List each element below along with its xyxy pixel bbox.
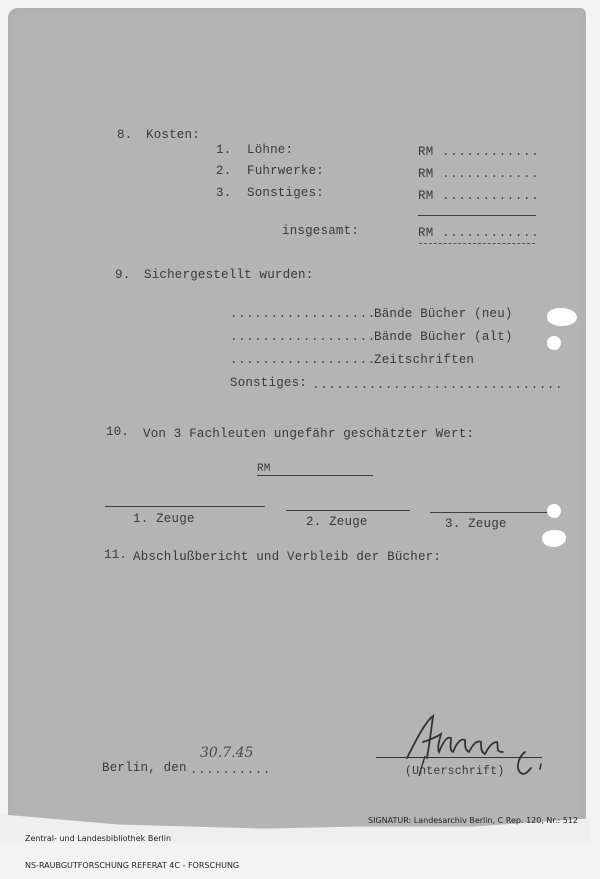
- estimate-value-line: [257, 475, 373, 476]
- signature-label: (Unterschrift): [405, 765, 505, 778]
- witness-1-signature-line: [105, 506, 265, 507]
- secured-periodicals-dots: ..................: [230, 353, 376, 367]
- section-8-title: Kosten:: [146, 128, 200, 142]
- cost-item-3-currency: RM: [418, 189, 434, 203]
- cost-item-1-value: ............: [442, 145, 540, 159]
- section-11-title: Abschlußbericht und Verbleib der Bücher:: [133, 550, 442, 564]
- section-9-number: 9.: [115, 268, 131, 282]
- punch-hole: [547, 504, 561, 518]
- punch-hole-tear: [547, 308, 577, 326]
- witness-2-label: 2. Zeuge: [306, 515, 368, 529]
- secured-other-label: Sonstiges:: [230, 376, 308, 390]
- place-date-label: Berlin, den: [102, 761, 187, 775]
- secured-old-books-label: Bände Bücher (alt): [374, 330, 513, 344]
- section-10-title: Von 3 Fachleuten ungefähr geschätzter Wert:: [143, 427, 475, 441]
- cost-item-1-label: Löhne:: [247, 143, 294, 157]
- cost-item-3-value: ............: [442, 189, 540, 203]
- cost-item-2-number: 2.: [216, 164, 232, 178]
- footer-library: Zentral- und Landesbibliothek Berlin: [25, 834, 172, 843]
- section-10-number: 10.: [106, 425, 130, 439]
- section-9-title: Sichergestellt wurden:: [144, 268, 314, 282]
- estimate-currency: RM: [257, 463, 271, 475]
- footer-left: [25, 816, 239, 879]
- subtotal-rule: [418, 215, 536, 216]
- witness-1-label: 1. Zeuge: [133, 512, 195, 526]
- cost-item-2-value: ............: [442, 167, 540, 181]
- footer-signature-reference: SIGNATUR: Landesarchiv Berlin, C Rep. 120, Nr.: 512: [368, 816, 579, 825]
- secured-periodicals-label: Zeitschriften: [374, 353, 475, 367]
- punch-hole: [547, 336, 561, 350]
- date-dots: ..........: [190, 763, 272, 777]
- cost-item-3-label: Sonstiges:: [247, 186, 325, 200]
- cost-item-3-number: 3.: [216, 186, 232, 200]
- total-value: ............: [442, 226, 540, 240]
- handwritten-date: 30.7.45: [200, 745, 254, 761]
- secured-other-dots: ...............................: [312, 378, 564, 392]
- section-8-number: 8.: [117, 128, 133, 142]
- total-double-rule: [419, 243, 535, 246]
- secured-new-books-label: Bände Bücher (neu): [374, 307, 513, 321]
- section-11-number: 11.: [104, 548, 128, 562]
- secured-old-books-dots: ..................: [230, 330, 376, 344]
- witness-3-signature-line: [430, 512, 550, 513]
- cost-item-1-currency: RM: [418, 145, 434, 159]
- cost-item-2-label: Fuhrwerke:: [247, 164, 325, 178]
- secured-new-books-dots: ..................: [230, 307, 376, 321]
- total-label: insgesamt:: [282, 224, 360, 238]
- witness-3-label: 3. Zeuge: [445, 517, 507, 531]
- footer-department: NS-RAUBGUTFORSCHUNG REFERAT 4C - FORSCHUNG: [25, 861, 240, 870]
- total-currency: RM: [418, 226, 434, 240]
- cost-item-1-number: 1.: [216, 143, 232, 157]
- cost-item-2-currency: RM: [418, 167, 434, 181]
- document-page: [8, 8, 586, 835]
- witness-2-signature-line: [286, 510, 410, 511]
